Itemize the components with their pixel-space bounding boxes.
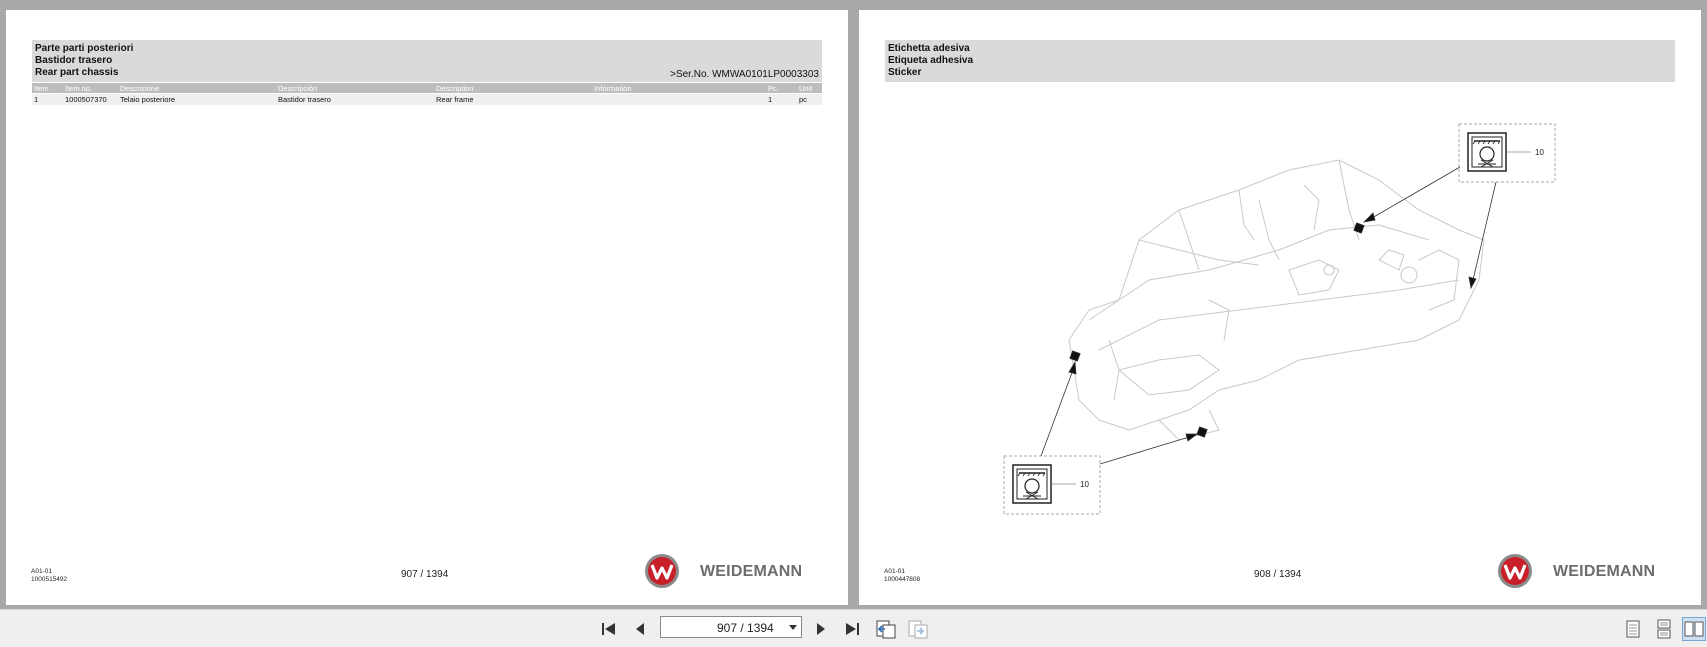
last-page-icon[interactable] (840, 617, 864, 641)
footer-codes (31, 568, 67, 584)
cell-unit: pc (799, 95, 807, 104)
forward-view-icon[interactable] (906, 617, 930, 641)
table-header (32, 83, 822, 93)
back-view-icon[interactable] (874, 617, 898, 641)
title-english: Sticker (888, 67, 922, 78)
brand-wordmark: WEIDEMANN (700, 563, 803, 580)
cell-pc: 1 (768, 95, 773, 104)
callout-number-bottom: 10 (1080, 480, 1089, 489)
left-header-band (32, 40, 822, 82)
parts-table (32, 83, 822, 105)
callout-number-top: 10 (1535, 148, 1544, 157)
left-page (6, 10, 848, 605)
col-header-descripcion: Descripción (278, 84, 318, 93)
col-header-item: Item (34, 84, 49, 93)
next-page-icon[interactable] (809, 617, 833, 641)
cell-desc-en: Rear frame (436, 95, 474, 104)
first-page-icon[interactable] (597, 617, 621, 641)
weidemann-logo-icon (1497, 553, 1533, 594)
prev-page-icon[interactable] (628, 617, 652, 641)
title-italian: Parte parti posteriori (35, 43, 134, 54)
right-page (859, 10, 1701, 605)
page-number: 907 / 1394 (401, 569, 449, 580)
title-spanish: Etiqueta adhesiva (888, 55, 974, 66)
table-row[interactable] (32, 94, 822, 105)
brand-wordmark: WEIDEMANN (1553, 563, 1656, 580)
col-header-unit: Unit (799, 84, 813, 93)
page-number-input[interactable] (660, 616, 802, 638)
weidemann-logo-icon (644, 553, 680, 594)
cell-desc-it: Telaio posteriore (120, 95, 176, 104)
cell-item-no: 1000507370 (65, 95, 107, 104)
col-header-descrizione: Descrizione (120, 84, 160, 93)
title-italian: Etichetta adesiva (888, 43, 970, 54)
navigation-toolbar (0, 609, 1707, 647)
page-number-value: 907 / 1394 (717, 621, 774, 635)
chevron-down-icon[interactable] (789, 625, 797, 630)
col-header-pc: Pc. (768, 84, 779, 93)
col-header-item-no: Item no. (65, 84, 93, 93)
footer-code-1: A01-01 (884, 568, 905, 575)
two-page-icon[interactable] (1682, 617, 1706, 641)
footer-codes (884, 568, 920, 584)
col-header-information: Information (594, 84, 632, 93)
title-spanish: Bastidor trasero (35, 55, 113, 66)
title-english: Rear part chassis (35, 67, 119, 78)
cell-item: 1 (34, 95, 39, 104)
cell-desc-es: Bastidor trasero (278, 95, 331, 104)
single-page-icon[interactable] (1621, 617, 1645, 641)
page-number: 908 / 1394 (1254, 569, 1302, 580)
footer-code-2: 1000447808 (884, 576, 921, 583)
chassis-drawing (859, 10, 1701, 605)
serial-number: >Ser.No. WMWA0101LP0003303 (670, 69, 819, 80)
col-header-description: Description (436, 84, 474, 93)
continuous-icon[interactable] (1652, 617, 1676, 641)
footer-code-2: 1000515492 (31, 576, 68, 583)
footer-code-1: A01-01 (31, 568, 52, 575)
